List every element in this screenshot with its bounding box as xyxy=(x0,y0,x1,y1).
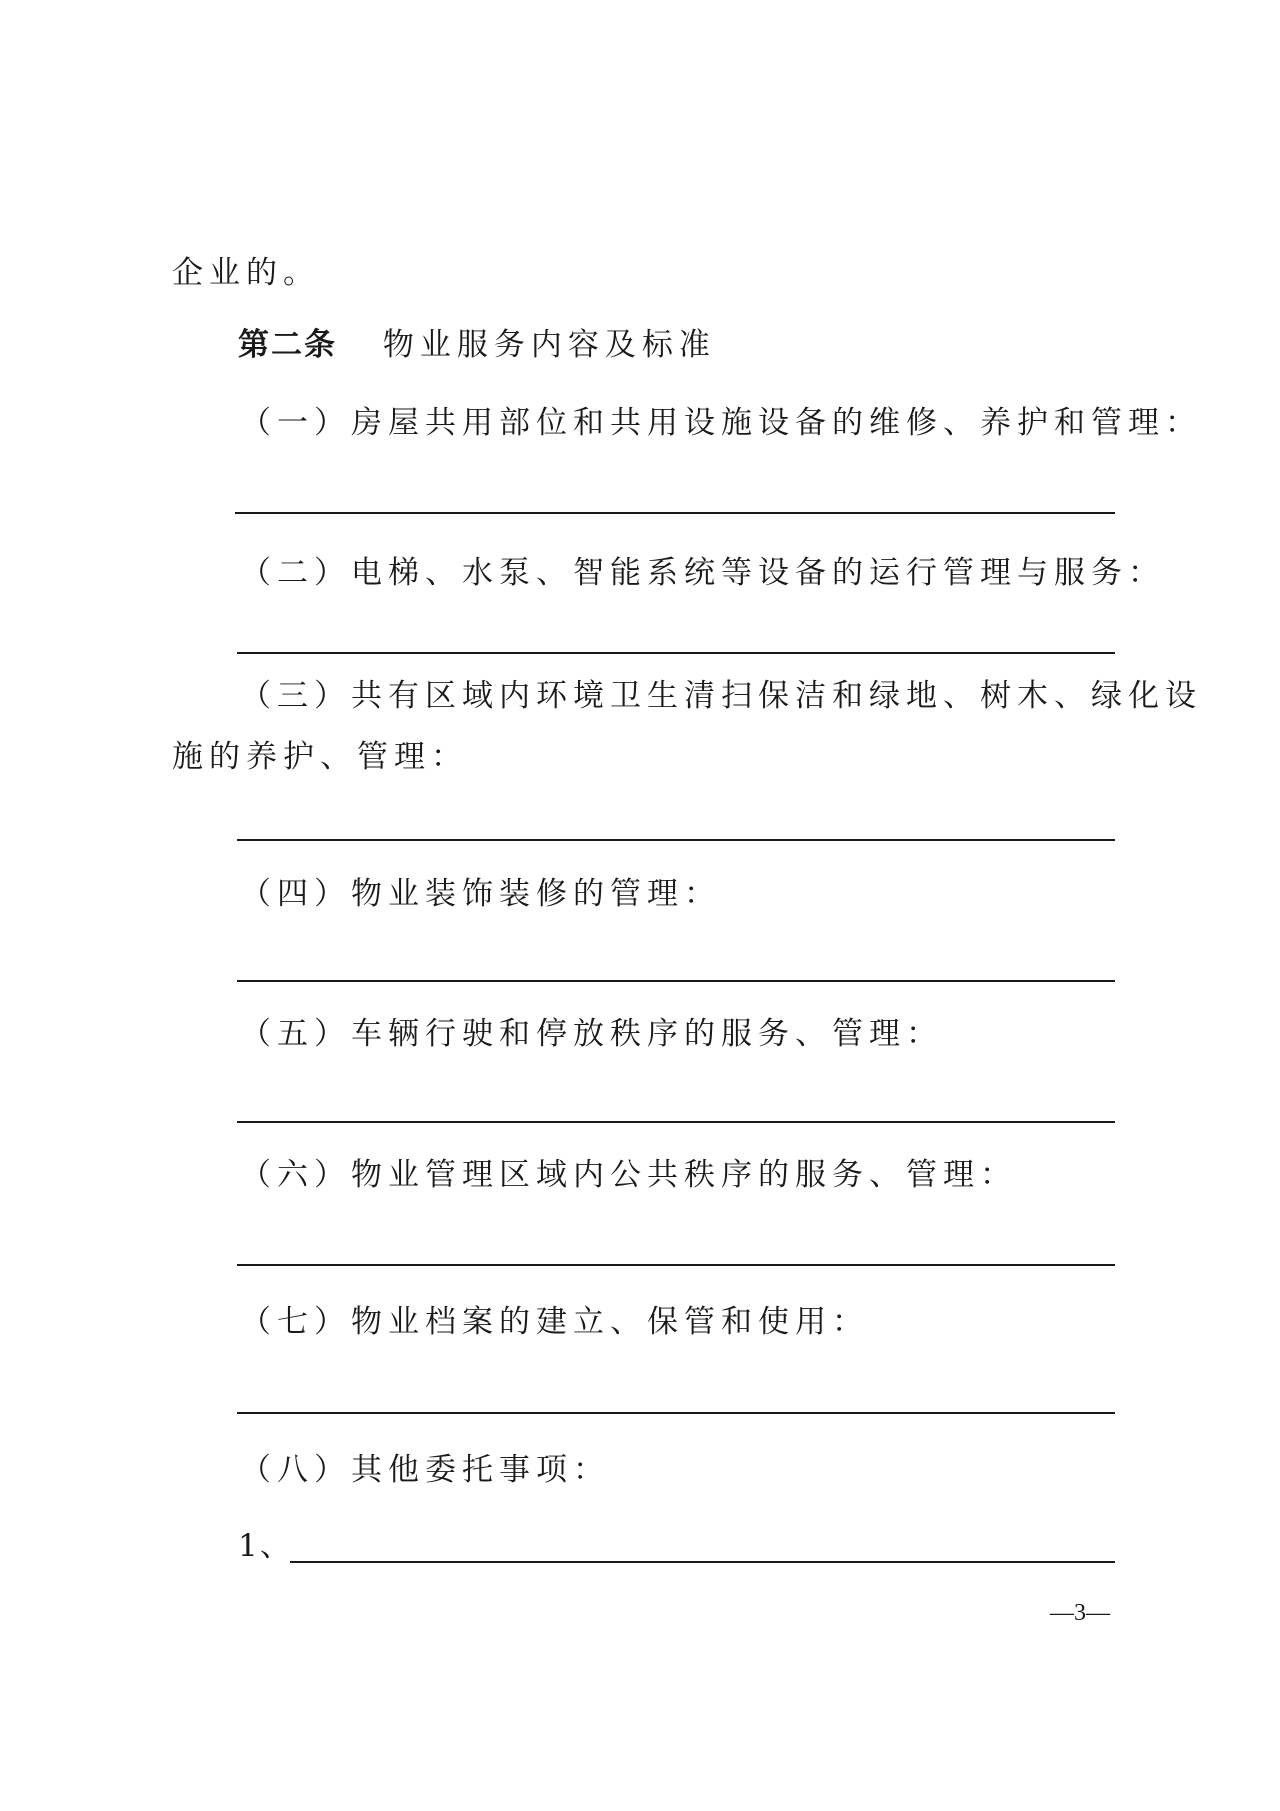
item-4-label: （四）物业装饰装修的管理： xyxy=(240,876,721,912)
item-8-label: （八）其他委托事项： xyxy=(240,1452,610,1488)
item-7-label: （七）物业档案的建立、保管和使用： xyxy=(240,1304,869,1340)
article-title: 物业服务内容及标准 xyxy=(382,327,716,363)
item-4-blank-line[interactable] xyxy=(237,980,1115,982)
item-5-blank-line[interactable] xyxy=(237,1121,1115,1123)
item-3-blank-line[interactable] xyxy=(237,839,1115,841)
item-6-blank-line[interactable] xyxy=(237,1264,1115,1266)
item-7-blank-line[interactable] xyxy=(237,1412,1115,1414)
article-heading xyxy=(238,327,716,363)
item-5-label: （五）车辆行驶和停放秩序的服务、管理： xyxy=(240,1016,943,1052)
item-6-label: （六）物业管理区域内公共秩序的服务、管理： xyxy=(240,1157,1017,1193)
item-3-label-line2: 施的养护、管理： xyxy=(172,739,468,775)
sub-item-blank-line[interactable] xyxy=(290,1561,1115,1563)
sub-item-number: 1、 xyxy=(238,1528,293,1564)
item-2-blank-line[interactable] xyxy=(237,652,1115,654)
item-2-label: （二）电梯、水泵、智能系统等设备的运行管理与服务： xyxy=(240,555,1165,591)
item-3-label-line1: （三）共有区域内环境卫生清扫保洁和绿地、树木、绿化设 xyxy=(240,678,1202,714)
continuation-text: 企业的。 xyxy=(172,255,320,291)
article-number: 第二条 xyxy=(238,327,337,363)
item-1-label: （一）房屋共用部位和共用设施设备的维修、养护和管理： xyxy=(240,405,1202,441)
page-number: —3— xyxy=(1050,1600,1110,1626)
item-1-blank-line[interactable] xyxy=(235,512,1115,514)
